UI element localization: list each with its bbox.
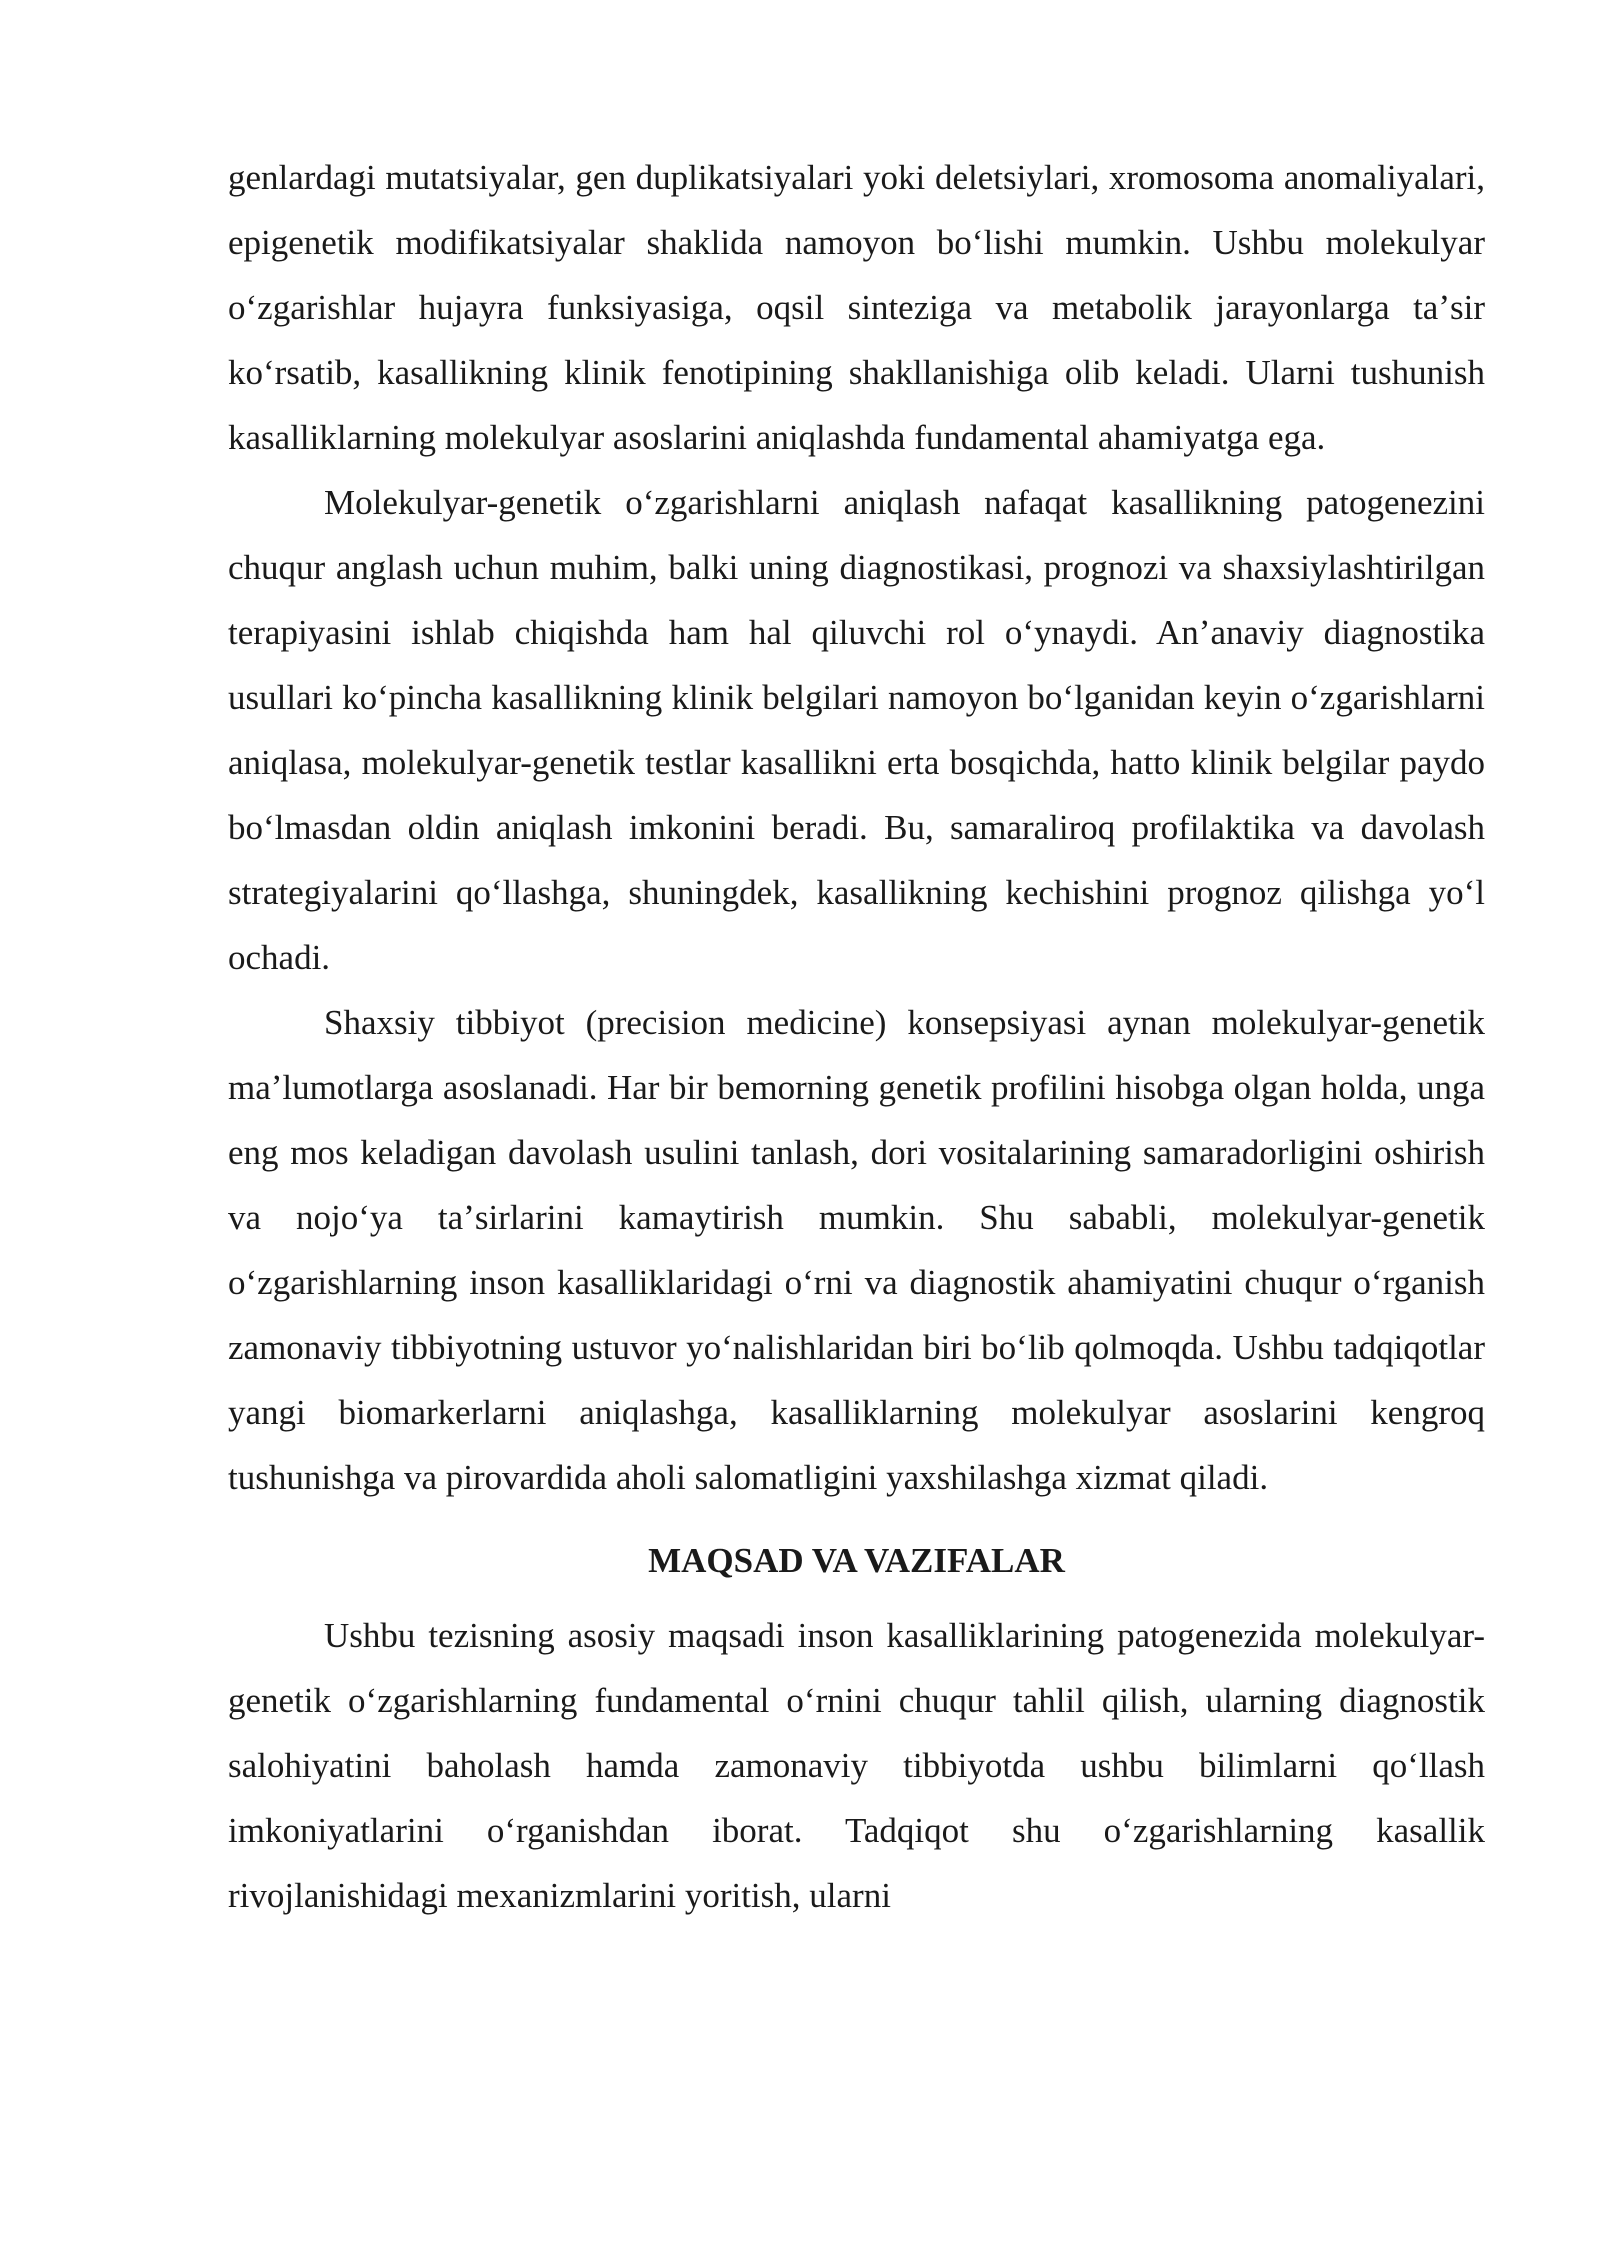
paragraph-4: Ushbu tezisning asosiy maqsadi inson kasalliklarining patogenezida molekulyar-genetik oʻzgarishlarning fundamental oʻrnini chuqur tahlil qilish, ularning diagnostik salohiyatini baholash hamda zamonaviy tibbiyotda ushbu bilimlarni qoʻllash imkoniyatlarini oʻrganishdan iborat. Tadqiqot shu oʻzgarishlarning kasallik rivojlanishidagi mexanizmlarini yoritish, ularni: [228, 1616, 1485, 1915]
paragraph-1: genlardagi mutatsiyalar, gen duplikatsiyalari yoki deletsiylari, xromosoma anomaliyalari, epigenetik modifikatsiyalar shaklida namoyon boʻlishi mumkin. Ushbu molekulyar oʻzgarishlar hujayra funksiyasiga, oqsil sinteziga va metabolik jarayonlarga taʼsir koʻrsatib, kasallikning klinik fenotipining shakllanishiga olib keladi. Ularni tushunish kasalliklarning molekulyar asoslarini aniqlashda fundamental ahamiyatga ega.: [228, 158, 1485, 457]
section-heading: MAQSAD VA VAZIFALAR: [648, 1541, 1065, 1580]
paragraph-3: Shaxsiy tibbiyot (precision medicine) konsepsiyasi aynan molekulyar-genetik maʼlumotlarga asoslanadi. Har bir bemorning genetik profilini hisobga olgan holda, unga eng mos keladigan davolash usulini tanlash, dori vositalarining samaradorligini oshirish va nojoʻya taʼsirlarini kamaytirish mumkin. Shu sababli, molekulyar-genetik oʻzgarishlarning inson kasalliklaridagi oʻrni va diagnostik ahamiyatini chuqur oʻrganish zamonaviy tibbiyotning ustuvor yoʻnalishlaridan biri boʻlib qolmoqda. Ushbu tadqiqotlar yangi biomarkerlarni aniqlashga, kasalliklarning molekulyar asoslarini kengroq tushunishga va pirovardida aholi salomatligini yaxshilashga xizmat qiladi.: [228, 1003, 1485, 1497]
document-page: [228, 145, 1485, 1928]
paragraph-2: Molekulyar-genetik oʻzgarishlarni aniqlash nafaqat kasallikning patogenezini chuqur anglash uchun muhim, balki uning diagnostikasi, prognozi va shaxsiylashtirilgan terapiyasini ishlab chiqishda ham hal qiluvchi rol oʻynaydi. Anʼanaviy diagnostika usullari koʻpincha kasallikning klinik belgilari namoyon boʻlganidan keyin oʻzgarishlarni aniqlasa, molekulyar-genetik testlar kasallikni erta bosqichda, hatto klinik belgilar paydo boʻlmasdan oldin aniqlash imkonini beradi. Bu, samaraliroq profilaktika va davolash strategiyalarini qoʻllashga, shuningdek, kasallikning kechishini prognoz qilishga yoʻl ochadi.: [228, 483, 1485, 977]
